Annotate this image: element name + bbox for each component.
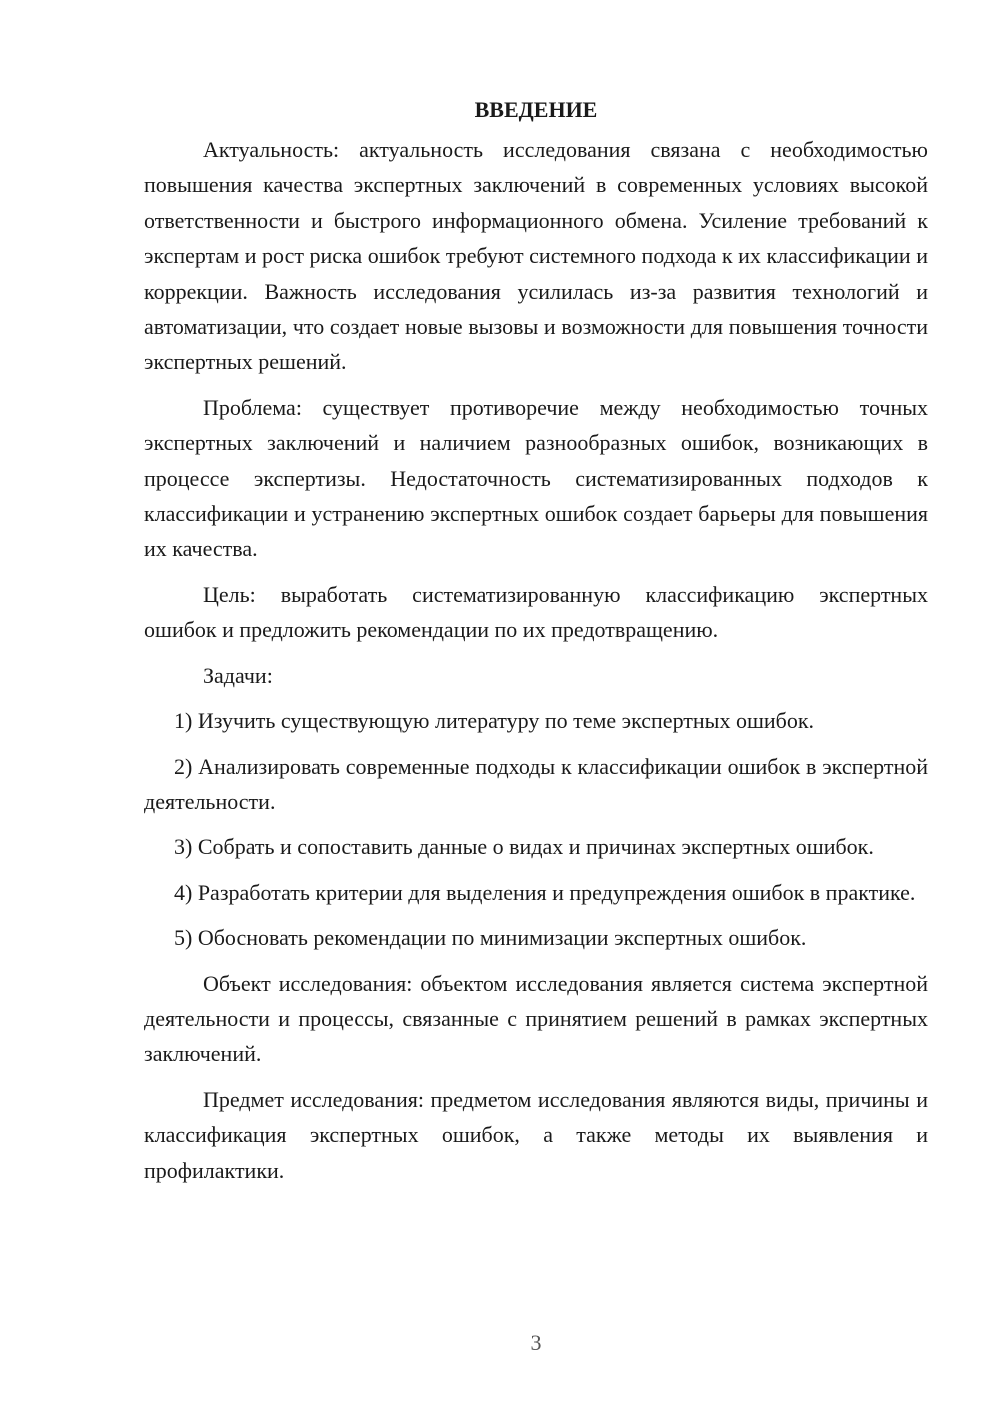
task-item-2: 2) Анализировать современные подходы к классификации ошибок в экспертной деятельности. bbox=[144, 753, 928, 814]
object-paragraph: Объект исследования: объектом исследования является система экспертной деятельности и процессы, связанные с принятием решений в рамках экспертных заключений. bbox=[144, 970, 928, 1067]
task-item-4: 4) Разработать критерии для выделения и предупреждения ошибок в практике. bbox=[174, 879, 916, 905]
task-item-1: 1) Изучить существующую литературу по теме экспертных ошибок. bbox=[174, 708, 815, 734]
subject-paragraph: Предмет исследования: предметом исследования являются виды, причины и классификация экспертных ошибок, а также методы их выявления и профилактики. bbox=[144, 1086, 928, 1183]
goal-paragraph: Цель: выработать систематизированную классификацию экспертных ошибок и предложить рекомендации по их предотвращению. bbox=[144, 581, 928, 643]
task-item-3: 3) Собрать и сопоставить данные о видах и причинах экспертных ошибок. bbox=[174, 834, 874, 860]
document-page bbox=[144, 92, 928, 1198]
problem-paragraph: Проблема: существует противоречие между необходимостью точных экспертных заключений и наличием разнообразных ошибок, возникающих в процессе экспертизы. Недостаточность систематизированных подходов к классификации и устранению экспертных ошибок создает барьеры для повышения их качества. bbox=[144, 394, 928, 562]
page-number: 3 bbox=[530, 1330, 542, 1355]
tasks-heading: Задачи: bbox=[203, 662, 273, 688]
relevance-paragraph: Актуальность: актуальность исследования связана с необходимостью повышения качества экспертных заключений в современных условиях высокой ответственности и быстрого информационного обмена. Усиление требований к экспертам и рост риска ошибок требуют системного подхода к их классификации и коррекции. Важность исследования усилилась из-за развития технологий и автоматизации, что создает новые вызовы и возможности для повышения точности экспертных решений. bbox=[144, 137, 928, 375]
page-title: ВВЕДЕНИЕ bbox=[474, 97, 598, 122]
task-item-5: 5) Обосновать рекомендации по минимизации экспертных ошибок. bbox=[174, 925, 807, 951]
